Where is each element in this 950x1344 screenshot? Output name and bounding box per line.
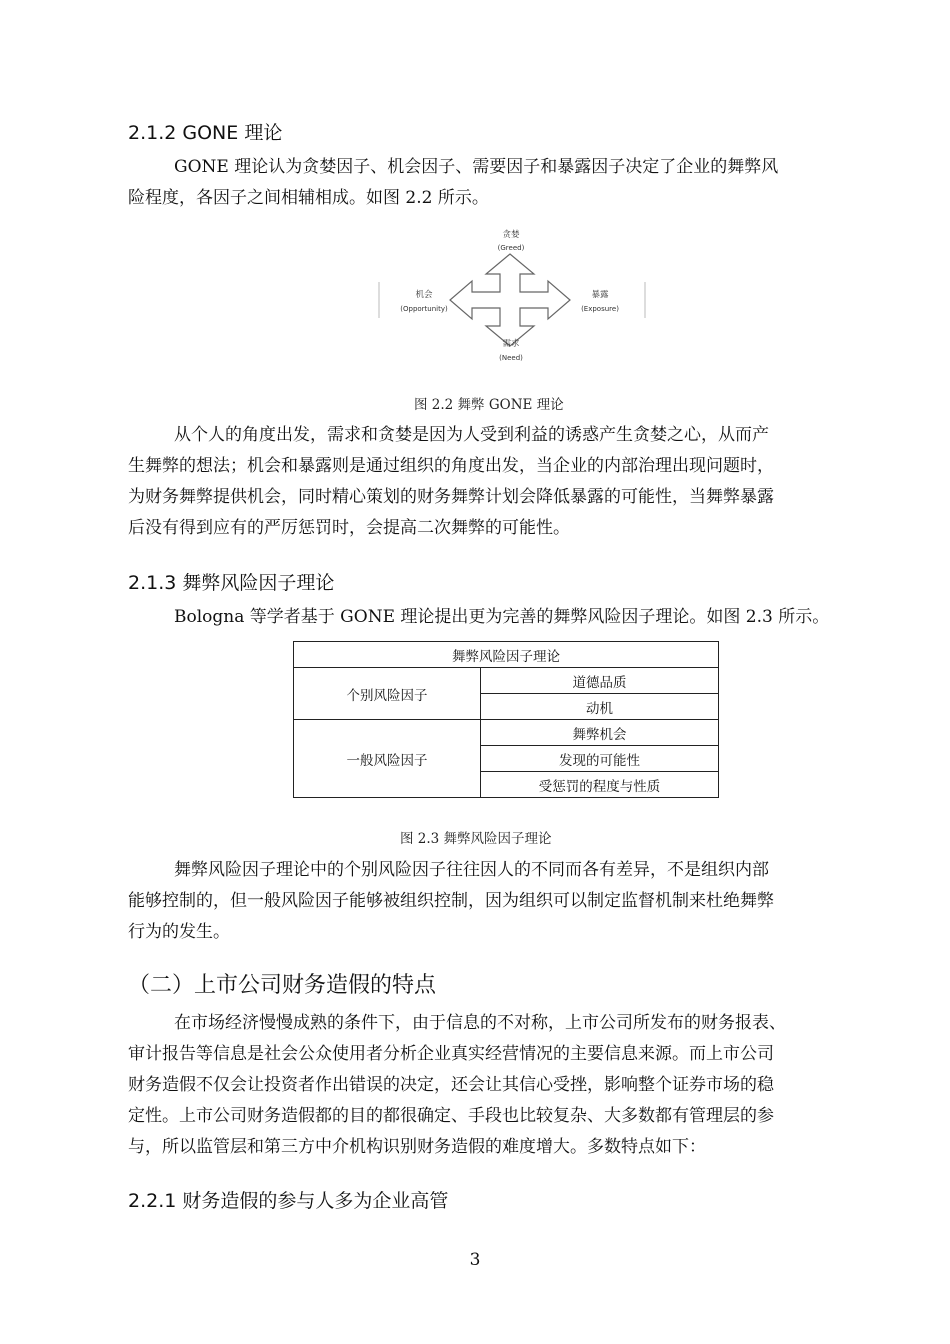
four-way-arrow <box>450 254 570 346</box>
text-line: 定性。上市公司财务造假都的目的都很确定、手段也比较复杂、大多数都有管理层的参 <box>128 1106 774 1126</box>
paragraph-bologna <box>128 602 863 633</box>
text-line: 生舞弊的想法；机会和暴露则是通过组织的角度出发，当企业的内部治理出现问题时， <box>128 456 774 476</box>
exposure-sub-label: (Exposure) <box>581 305 619 313</box>
figure-2-3-caption: 图 2.3 舞弊风险因子理论 <box>400 831 552 847</box>
text-line: 能够控制的，但一般风险因子能够被组织控制，因为组织可以制定监督机制来杜绝舞弊 <box>128 891 774 911</box>
table-item-cell: 受惩罚的程度与性质 <box>481 772 719 798</box>
page-number: 3 <box>469 1250 481 1270</box>
paragraph-gone-explanation <box>128 420 863 544</box>
text-line: 险程度，各因子之间相辅相成。如图 2.2 所示。 <box>128 188 489 208</box>
heading-section-two: （二）上市公司财务造假的特点 <box>128 973 437 998</box>
greed-sub-label: (Greed) <box>497 244 525 252</box>
text-line: 财务造假不仅会让投资者作出错误的决定，还会让其信心受挫，影响整个证券市场的稳 <box>128 1075 774 1095</box>
text-line: 舞弊风险因子理论中的个别风险因子往往因人的不同而各有差异，不是组织内部 <box>174 860 769 880</box>
table-item-cell: 动机 <box>481 694 719 720</box>
text-line: 与，所以监管层和第三方中介机构识别财务造假的难度增大。多数特点如下： <box>128 1137 706 1157</box>
paragraph-fraud-features <box>128 1008 863 1163</box>
table-title-cell: 舞弊风险因子理论 <box>294 642 719 668</box>
text-line: 后没有得到应有的严厉惩罚时，会提高二次舞弊的可能性。 <box>128 518 570 538</box>
table-item-cell: 发现的可能性 <box>481 746 719 772</box>
text-line: 行为的发生。 <box>128 922 230 942</box>
need-sub-label: (Need) <box>499 354 523 362</box>
table-item-cell: 道德品质 <box>481 668 719 694</box>
text-line: 从个人的角度出发，需求和贪婪是因为人受到利益的诱惑产生贪婪之心，从而产 <box>174 425 769 445</box>
opportunity-label: 机会 <box>415 290 433 300</box>
need-label: 需求 <box>502 339 520 349</box>
text-line: Bologna 等学者基于 GONE 理论提出更为完善的舞弊风险因子理论。如图 2.3 所示。 <box>174 607 830 627</box>
paragraph-gone-intro <box>128 152 863 214</box>
individual-risk-factor-cell: 个别风险因子 <box>294 668 481 720</box>
opportunity-sub-label: (Opportunity) <box>400 305 448 313</box>
paragraph-risk-factor-explanation <box>128 855 863 948</box>
heading-2-1-3: 2.1.3 舞弊风险因子理论 <box>128 572 335 594</box>
text-line: 为财务舞弊提供机会，同时精心策划的财务舞弊计划会降低暴露的可能性，当舞弊暴露 <box>128 487 774 507</box>
table-item-cell: 舞弊机会 <box>481 720 719 746</box>
text-line: 审计报告等信息是社会公众使用者分析企业真实经营情况的主要信息来源。而上市公司 <box>128 1044 774 1064</box>
heading-2-2-1: 2.2.1 财务造假的参与人多为企业高管 <box>128 1190 449 1212</box>
fraud-risk-factor-table <box>293 641 719 798</box>
heading-2-1-2: 2.1.2 GONE 理论 <box>128 122 283 144</box>
greed-label: 贪婪 <box>502 230 520 240</box>
gone-diagram <box>378 226 648 368</box>
text-line: 在市场经济慢慢成熟的条件下，由于信息的不对称，上市公司所发布的财务报表、 <box>174 1013 786 1033</box>
exposure-label: 暴露 <box>591 290 609 300</box>
general-risk-factor-cell: 一般风险因子 <box>294 720 481 798</box>
figure-2-2-caption: 图 2.2 舞弊 GONE 理论 <box>414 397 564 413</box>
text-line: GONE 理论认为贪婪因子、机会因子、需要因子和暴露因子决定了企业的舞弊风 <box>174 157 779 177</box>
